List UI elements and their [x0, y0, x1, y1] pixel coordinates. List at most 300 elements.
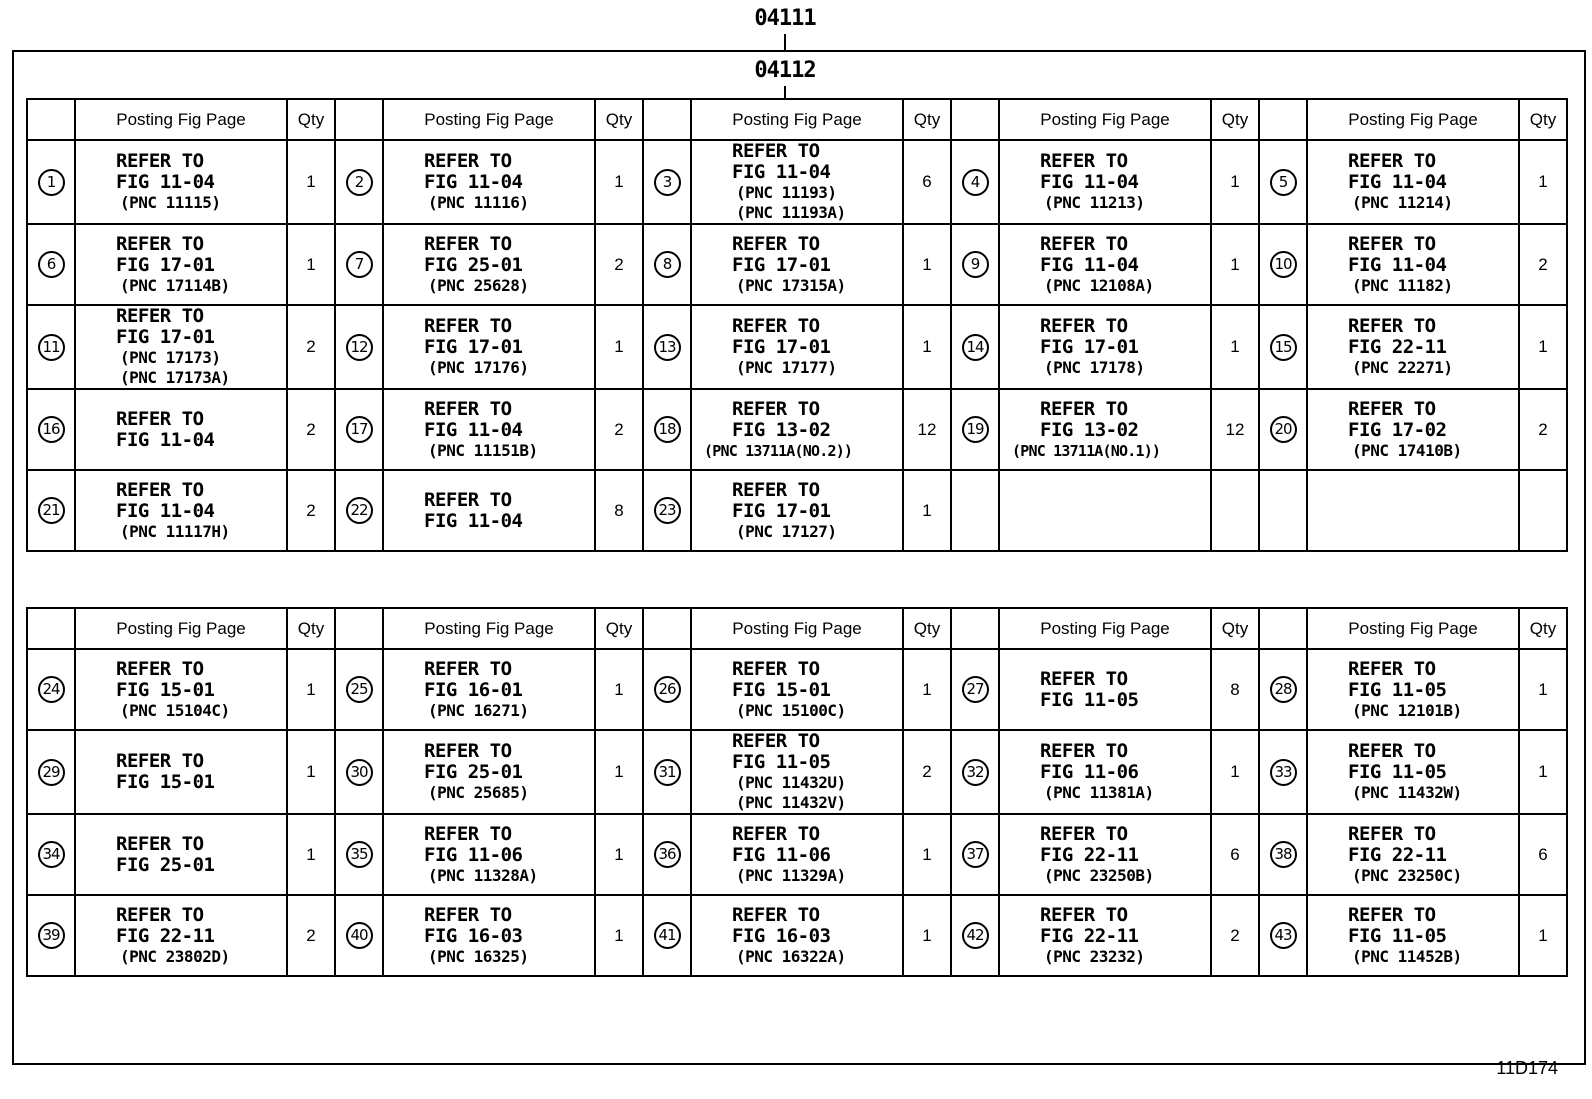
refer-to-label: REFER TO	[732, 397, 820, 420]
fig-reference: FIG 11-04	[424, 418, 523, 441]
header-item-number	[1259, 99, 1307, 140]
refer-to-label: REFER TO	[424, 315, 512, 337]
item-number-badge: 19	[962, 416, 989, 443]
posting-fig-page-cell	[691, 389, 903, 470]
reference-text	[76, 306, 286, 388]
pnc-reference: (PNC 11381A)	[1044, 783, 1154, 802]
fig-reference: FIG 15-01	[732, 678, 831, 701]
qty-cell: 2	[1211, 895, 1259, 976]
item-number-cell	[1259, 140, 1307, 224]
refer-to-label: REFER TO	[424, 232, 512, 255]
posting-fig-page-cell	[691, 140, 903, 224]
item-number-badge: 34	[38, 841, 65, 868]
posting-fig-page-cell	[75, 649, 287, 730]
fig-reference: FIG 16-01	[424, 678, 523, 701]
reference-text	[76, 751, 286, 793]
pnc-reference: (PNC 11213)	[1044, 193, 1145, 212]
qty-cell: 2	[595, 389, 643, 470]
item-number-badge: 18	[654, 416, 681, 443]
qty-cell	[1211, 470, 1259, 551]
item-number-badge: 25	[346, 676, 373, 703]
item-number-cell	[335, 389, 383, 470]
reference-text	[76, 234, 286, 296]
item-number-cell	[1259, 814, 1307, 895]
qty-cell: 1	[287, 224, 335, 305]
refer-to-label: REFER TO	[424, 657, 512, 680]
item-number-cell	[27, 305, 75, 389]
fig-reference: FIG 11-04	[1348, 253, 1447, 276]
item-number-cell	[1259, 389, 1307, 470]
reference-text	[384, 234, 594, 296]
refer-to-label: REFER TO	[1040, 150, 1128, 172]
fig-reference: FIG 25-01	[424, 761, 523, 783]
table-header-row	[27, 99, 1567, 140]
fig-reference: FIG 25-01	[116, 853, 215, 876]
qty-cell: 2	[903, 730, 951, 814]
posting-fig-page-cell	[691, 305, 903, 389]
refer-to-label: REFER TO	[1040, 397, 1128, 420]
refer-to-label: REFER TO	[116, 750, 204, 772]
header-posting-fig-page: Posting Fig Page	[1307, 99, 1519, 140]
header-qty: Qty	[595, 99, 643, 140]
fig-reference: FIG 11-04	[116, 171, 215, 193]
header-posting-fig-page: Posting Fig Page	[999, 99, 1211, 140]
fig-reference: FIG 22-11	[116, 924, 215, 947]
item-number-badge: 43	[1270, 922, 1297, 949]
fig-reference: FIG 11-06	[732, 843, 831, 866]
qty-cell	[1519, 470, 1567, 551]
item-number-badge: 7	[346, 251, 373, 278]
fig-reference: FIG 11-05	[732, 751, 831, 773]
item-number-cell	[335, 140, 383, 224]
item-number-cell	[951, 224, 999, 305]
reference-text	[692, 141, 902, 223]
qty-cell: 2	[287, 305, 335, 389]
item-number-cell	[643, 649, 691, 730]
fig-reference: FIG 17-01	[732, 499, 831, 522]
refer-to-label: REFER TO	[1348, 740, 1436, 762]
pnc-reference: (PNC 16271)	[428, 700, 529, 720]
posting-fig-page-cell	[1307, 305, 1519, 389]
item-number-badge: 1	[38, 169, 65, 196]
part-number-inner: 04112	[754, 58, 816, 83]
reference-text	[1308, 741, 1518, 803]
reference-text	[384, 490, 594, 532]
pnc-reference: (PNC 11432U)	[736, 773, 846, 792]
item-number-cell	[643, 470, 691, 551]
pnc-reference: (PNC 17173A)	[120, 368, 230, 387]
item-number-cell	[335, 224, 383, 305]
item-number-badge: 17	[346, 416, 373, 443]
refer-to-label: REFER TO	[424, 903, 512, 926]
refer-to-label: REFER TO	[116, 657, 204, 680]
item-number-badge: 15	[1270, 334, 1297, 361]
item-number-cell	[335, 895, 383, 976]
reference-text	[1000, 316, 1210, 378]
header-qty: Qty	[903, 99, 951, 140]
item-number-badge: 2	[346, 169, 373, 196]
item-number-badge: 8	[654, 251, 681, 278]
fig-reference: FIG 11-05	[1348, 761, 1447, 783]
header-item-number	[951, 608, 999, 649]
qty-cell: 1	[903, 224, 951, 305]
reference-text	[1308, 234, 1518, 296]
table-header-row	[27, 608, 1567, 649]
item-number-badge: 29	[38, 759, 65, 786]
item-number-badge: 9	[962, 251, 989, 278]
qty-cell: 2	[287, 389, 335, 470]
qty-cell: 8	[1211, 649, 1259, 730]
refer-to-label: REFER TO	[424, 740, 512, 762]
reference-text	[1000, 151, 1210, 213]
item-number-badge: 20	[1270, 416, 1297, 443]
posting-fig-page-cell	[383, 470, 595, 551]
qty-cell: 1	[595, 649, 643, 730]
qty-cell: 1	[287, 814, 335, 895]
fig-reference: FIG 11-04	[116, 499, 215, 522]
qty-cell: 1	[1519, 649, 1567, 730]
fig-reference: FIG 17-01	[1040, 336, 1139, 358]
refer-to-label: REFER TO	[1348, 657, 1436, 680]
item-number-badge: 21	[38, 497, 65, 524]
item-number-badge: 33	[1270, 759, 1297, 786]
qty-cell: 1	[287, 649, 335, 730]
qty-cell: 1	[903, 470, 951, 551]
fig-reference: FIG 11-04	[424, 509, 523, 532]
fig-reference: FIG 17-01	[732, 253, 831, 276]
posting-fig-page-cell	[999, 224, 1211, 305]
reference-text	[692, 399, 902, 461]
refer-to-label: REFER TO	[116, 232, 204, 255]
refer-to-label: REFER TO	[116, 478, 204, 501]
header-qty: Qty	[1211, 99, 1259, 140]
refer-to-label: REFER TO	[1348, 150, 1436, 172]
item-number-badge: 42	[962, 922, 989, 949]
posting-fig-page-cell	[691, 224, 903, 305]
header-qty: Qty	[1519, 99, 1567, 140]
pnc-reference: (PNC 11116)	[428, 193, 529, 212]
pnc-reference: (PNC 17127)	[736, 521, 837, 541]
qty-cell: 1	[595, 814, 643, 895]
posting-fig-page-cell	[1307, 814, 1519, 895]
reference-text	[1308, 659, 1518, 721]
item-number-badge: 31	[654, 759, 681, 786]
posting-fig-page-cell	[75, 140, 287, 224]
reference-text	[1308, 316, 1518, 378]
header-qty: Qty	[1519, 608, 1567, 649]
fig-reference: FIG 15-01	[116, 771, 215, 793]
reference-text	[1000, 824, 1210, 886]
fig-reference: FIG 17-01	[116, 253, 215, 276]
item-number-cell	[1259, 224, 1307, 305]
item-number-cell	[27, 224, 75, 305]
reference-text	[1000, 741, 1210, 803]
pnc-reference: (PNC 11452B)	[1352, 946, 1462, 966]
item-number-badge: 32	[962, 759, 989, 786]
refer-to-label: REFER TO	[1040, 232, 1128, 255]
pnc-reference: (PNC 11328A)	[428, 865, 538, 885]
posting-fig-page-cell	[383, 649, 595, 730]
item-number-cell	[27, 895, 75, 976]
item-number-cell	[27, 140, 75, 224]
item-number-badge: 40	[346, 922, 373, 949]
pnc-reference: (PNC 11182)	[1352, 275, 1453, 295]
refer-to-label: REFER TO	[732, 140, 820, 162]
reference-text	[384, 905, 594, 967]
header-posting-fig-page: Posting Fig Page	[1307, 608, 1519, 649]
reference-text	[76, 151, 286, 213]
refer-to-label: REFER TO	[732, 657, 820, 680]
item-number-cell	[1259, 895, 1307, 976]
pnc-reference: (PNC 11432V)	[736, 793, 846, 812]
header-item-number	[951, 99, 999, 140]
item-number-cell	[643, 814, 691, 895]
refer-to-label: REFER TO	[116, 832, 204, 855]
header-posting-fig-page: Posting Fig Page	[999, 608, 1211, 649]
qty-cell: 2	[287, 470, 335, 551]
pnc-reference: (PNC 23232)	[1044, 946, 1145, 966]
pnc-reference: (PNC 11432W)	[1352, 783, 1462, 802]
qty-cell: 1	[1211, 224, 1259, 305]
posting-fig-page-cell	[1307, 389, 1519, 470]
item-number-badge: 27	[962, 676, 989, 703]
fig-reference: FIG 15-01	[116, 678, 215, 701]
item-number-cell	[951, 895, 999, 976]
leader-line-outer	[784, 34, 786, 50]
posting-fig-page-cell	[1307, 224, 1519, 305]
qty-cell: 6	[1211, 814, 1259, 895]
table-row	[27, 730, 1567, 814]
header-item-number	[643, 99, 691, 140]
reference-text	[384, 659, 594, 721]
table-row	[27, 140, 1567, 224]
qty-cell: 12	[903, 389, 951, 470]
item-number-badge: 13	[654, 334, 681, 361]
reference-text	[692, 659, 902, 721]
item-number-cell	[951, 389, 999, 470]
item-number-badge: 35	[346, 841, 373, 868]
item-number-cell	[951, 649, 999, 730]
pnc-reference: (PNC 13711A(NO.1))	[1012, 441, 1161, 460]
header-qty: Qty	[1211, 608, 1259, 649]
reference-text	[1308, 824, 1518, 886]
pnc-reference: (PNC 11193)	[736, 183, 837, 202]
header-qty: Qty	[287, 608, 335, 649]
reference-text	[76, 409, 286, 451]
header-item-number	[27, 99, 75, 140]
fig-reference: FIG 22-11	[1348, 843, 1447, 866]
item-number-badge: 30	[346, 759, 373, 786]
item-number-cell	[643, 389, 691, 470]
qty-cell: 6	[1519, 814, 1567, 895]
fig-reference: FIG 11-04	[732, 161, 831, 183]
item-number-badge: 41	[654, 922, 681, 949]
item-number-badge: 22	[346, 497, 373, 524]
refer-to-label: REFER TO	[732, 903, 820, 926]
fig-reference: FIG 11-05	[1348, 924, 1447, 947]
fig-reference: FIG 11-05	[1040, 688, 1139, 711]
reference-text	[1000, 399, 1210, 461]
reference-text	[1308, 399, 1518, 461]
item-number-cell	[643, 224, 691, 305]
header-posting-fig-page: Posting Fig Page	[75, 608, 287, 649]
item-number-cell	[643, 895, 691, 976]
header-item-number	[643, 608, 691, 649]
item-number-badge: 28	[1270, 676, 1297, 703]
item-number-cell	[951, 470, 999, 551]
posting-fig-page-cell	[691, 470, 903, 551]
posting-fig-page-cell	[75, 224, 287, 305]
qty-cell: 6	[903, 140, 951, 224]
refer-to-label: REFER TO	[732, 822, 820, 845]
reference-text	[1000, 234, 1210, 296]
item-number-badge: 36	[654, 841, 681, 868]
qty-cell: 1	[1519, 140, 1567, 224]
refer-to-label: REFER TO	[424, 822, 512, 845]
part-number-outer: 04111	[754, 6, 816, 31]
pnc-reference: (PNC 13711A(NO.2))	[704, 441, 853, 460]
table-row	[27, 649, 1567, 730]
table-row	[27, 305, 1567, 389]
refer-to-label: REFER TO	[1348, 232, 1436, 255]
refer-to-label: REFER TO	[732, 315, 820, 337]
item-number-badge: 23	[654, 497, 681, 524]
posting-fig-page-cell	[999, 470, 1211, 551]
qty-cell: 1	[287, 140, 335, 224]
fig-reference: FIG 17-01	[424, 336, 523, 358]
pnc-reference: (PNC 23802D)	[120, 946, 230, 966]
posting-fig-page-cell	[1307, 140, 1519, 224]
qty-cell: 1	[1211, 305, 1259, 389]
header-qty: Qty	[595, 608, 643, 649]
reference-text	[384, 824, 594, 886]
pnc-reference: (PNC 17176)	[428, 358, 529, 377]
posting-fig-page-cell	[383, 895, 595, 976]
item-number-cell	[335, 305, 383, 389]
posting-fig-page-cell	[75, 470, 287, 551]
pnc-reference: (PNC 16325)	[428, 946, 529, 966]
item-number-badge: 6	[38, 251, 65, 278]
posting-fig-page-cell	[75, 814, 287, 895]
fig-reference: FIG 22-11	[1040, 924, 1139, 947]
pnc-reference: (PNC 23250B)	[1044, 865, 1154, 885]
item-number-badge: 10	[1270, 251, 1297, 278]
table-row	[27, 470, 1567, 551]
pnc-reference: (PNC 15100C)	[736, 700, 846, 720]
pnc-reference: (PNC 11329A)	[736, 865, 846, 885]
qty-cell: 1	[287, 730, 335, 814]
reference-text	[692, 824, 902, 886]
posting-fig-page-cell	[691, 895, 903, 976]
refer-to-label: REFER TO	[116, 150, 204, 172]
qty-cell: 1	[1211, 140, 1259, 224]
item-number-cell	[1259, 470, 1307, 551]
header-posting-fig-page: Posting Fig Page	[691, 99, 903, 140]
reference-text	[1000, 905, 1210, 967]
fig-reference: FIG 16-03	[424, 924, 523, 947]
refer-to-label: REFER TO	[424, 488, 512, 511]
header-posting-fig-page: Posting Fig Page	[691, 608, 903, 649]
posting-fig-page-cell	[75, 895, 287, 976]
refer-to-label: REFER TO	[1040, 667, 1128, 690]
refer-to-label: REFER TO	[1348, 822, 1436, 845]
item-number-badge: 14	[962, 334, 989, 361]
item-number-badge: 5	[1270, 169, 1297, 196]
reference-text	[76, 905, 286, 967]
fig-reference: FIG 22-11	[1348, 336, 1447, 358]
qty-cell: 1	[1211, 730, 1259, 814]
fig-reference: FIG 17-01	[732, 336, 831, 358]
reference-text	[692, 731, 902, 813]
posting-fig-page-cell	[75, 389, 287, 470]
pnc-reference: (PNC 22271)	[1352, 358, 1453, 377]
item-number-cell	[335, 814, 383, 895]
item-number-badge: 38	[1270, 841, 1297, 868]
posting-fig-page-cell	[383, 389, 595, 470]
fig-reference: FIG 11-04	[1040, 253, 1139, 276]
posting-fig-page-cell	[1307, 730, 1519, 814]
posting-fig-page-cell	[75, 305, 287, 389]
pnc-reference: (PNC 25685)	[428, 783, 529, 802]
header-qty: Qty	[903, 608, 951, 649]
qty-cell: 1	[903, 305, 951, 389]
fig-reference: FIG 17-01	[116, 326, 215, 348]
posting-fig-page-cell	[383, 305, 595, 389]
posting-fig-page-cell	[383, 814, 595, 895]
reference-text	[76, 480, 286, 542]
item-number-cell	[951, 730, 999, 814]
item-number-cell	[335, 649, 383, 730]
fig-reference: FIG 11-04	[1348, 171, 1447, 193]
item-number-cell	[27, 649, 75, 730]
fig-reference: FIG 11-06	[1040, 761, 1139, 783]
pnc-reference: (PNC 25628)	[428, 275, 529, 295]
pnc-reference: (PNC 17178)	[1044, 358, 1145, 377]
pnc-reference: (PNC 17114B)	[120, 275, 230, 295]
header-item-number	[335, 99, 383, 140]
refer-to-label: REFER TO	[116, 407, 204, 430]
header-posting-fig-page: Posting Fig Page	[75, 99, 287, 140]
item-number-cell	[951, 305, 999, 389]
fig-reference: FIG 11-04	[424, 171, 523, 193]
item-number-badge: 3	[654, 169, 681, 196]
posting-fig-page-cell	[999, 730, 1211, 814]
table-row	[27, 224, 1567, 305]
refer-to-label: REFER TO	[1040, 903, 1128, 926]
table-row	[27, 389, 1567, 470]
item-number-badge: 37	[962, 841, 989, 868]
posting-fig-page-cell	[691, 814, 903, 895]
header-item-number	[335, 608, 383, 649]
refer-to-label: REFER TO	[116, 305, 204, 327]
item-number-badge: 4	[962, 169, 989, 196]
item-number-cell	[335, 730, 383, 814]
qty-cell: 2	[1519, 389, 1567, 470]
item-number-badge: 26	[654, 676, 681, 703]
item-number-badge: 16	[38, 416, 65, 443]
fig-reference: FIG 25-01	[424, 253, 523, 276]
fig-reference: FIG 11-06	[424, 843, 523, 866]
table-row	[27, 895, 1567, 976]
qty-cell: 1	[903, 814, 951, 895]
qty-cell: 8	[595, 470, 643, 551]
posting-fig-page-cell	[1307, 649, 1519, 730]
item-number-cell	[643, 305, 691, 389]
item-number-badge: 24	[38, 676, 65, 703]
qty-cell: 12	[1211, 389, 1259, 470]
refer-to-label: REFER TO	[732, 232, 820, 255]
refer-to-label: REFER TO	[732, 730, 820, 752]
